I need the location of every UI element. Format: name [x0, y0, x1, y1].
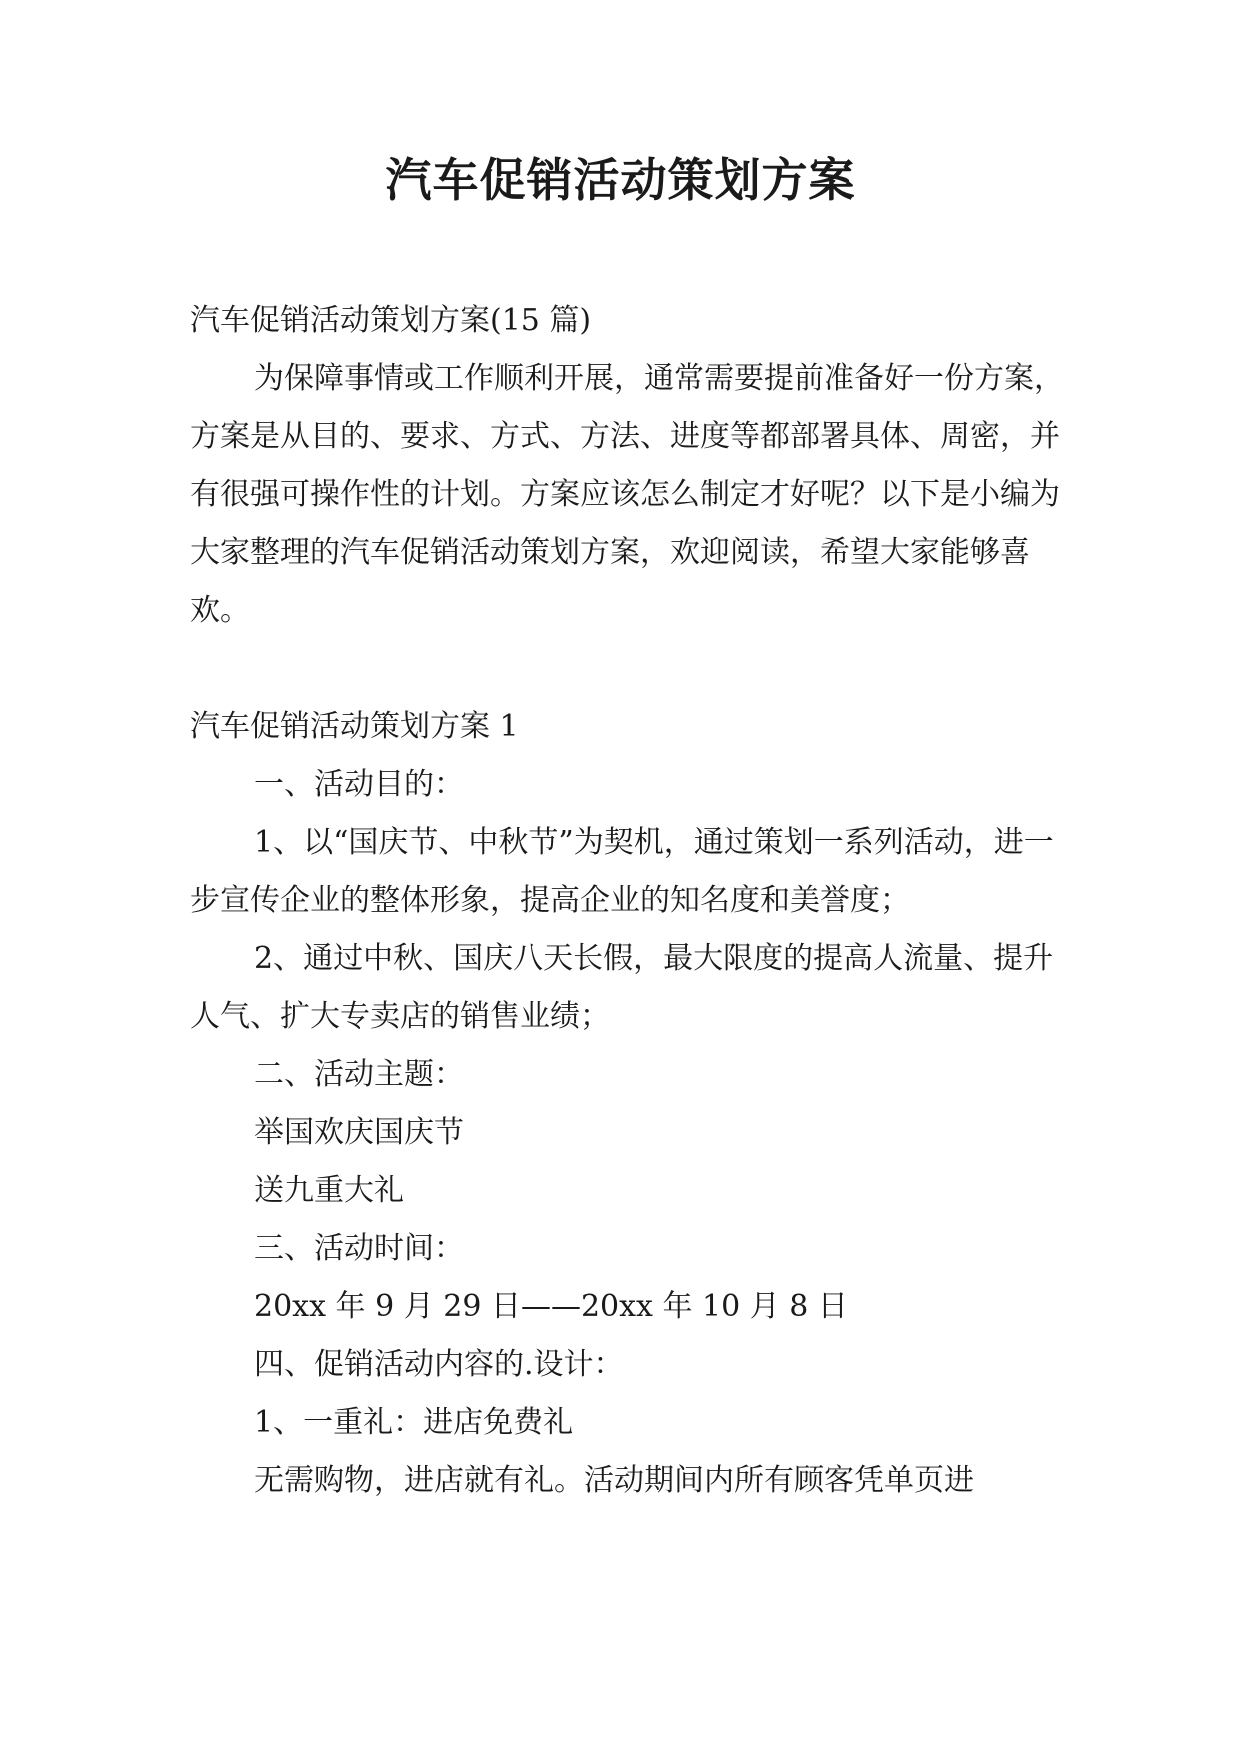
gift-1-heading: 1、一重礼：进店免费礼	[254, 1405, 574, 1440]
purpose-item-2: 2、通过中秋、国庆八天长假，最大限度的提高人流量、提升人气、扩大专卖店的销售业绩；	[190, 941, 1054, 1034]
content-heading: 四、促销活动内容的.设计：	[254, 1347, 624, 1382]
intro-paragraph: 为保障事情或工作顺利开展，通常需要提前准备好一份方案，方案是从目的、要求、方式、方法、进度等都部署具体、周密，并有很强可操作性的计划。方案应该怎么制定才好呢？以下是小编为大家整理的汽车促销活动策划方案，欢迎阅读，希望大家能够喜欢。	[190, 361, 1064, 628]
theme-heading: 二、活动主题：	[254, 1057, 464, 1092]
document-title: 汽车促销活动策划方案	[385, 153, 856, 207]
theme-line-1: 举国欢庆国庆节	[254, 1115, 464, 1150]
time-heading: 三、活动时间：	[254, 1231, 464, 1266]
purpose-item-1: 1、以“国庆节、中秋节”为契机，通过策划一系列活动，进一步宣传企业的整体形象，提高企业的知名度和美誉度；	[190, 825, 1054, 918]
document-subtitle: 汽车促销活动策划方案(15 篇)	[190, 303, 592, 338]
theme-line-2: 送九重大礼	[254, 1173, 404, 1208]
time-value: 20xx 年 9 月 29 日——20xx 年 10 月 8 日	[254, 1289, 848, 1324]
section-heading: 汽车促销活动策划方案 1	[190, 709, 519, 744]
document-body	[190, 292, 1070, 1510]
purpose-heading: 一、活动目的：	[254, 767, 464, 802]
gift-1-text: 无需购物，进店就有礼。活动期间内所有顾客凭单页进	[254, 1463, 974, 1498]
